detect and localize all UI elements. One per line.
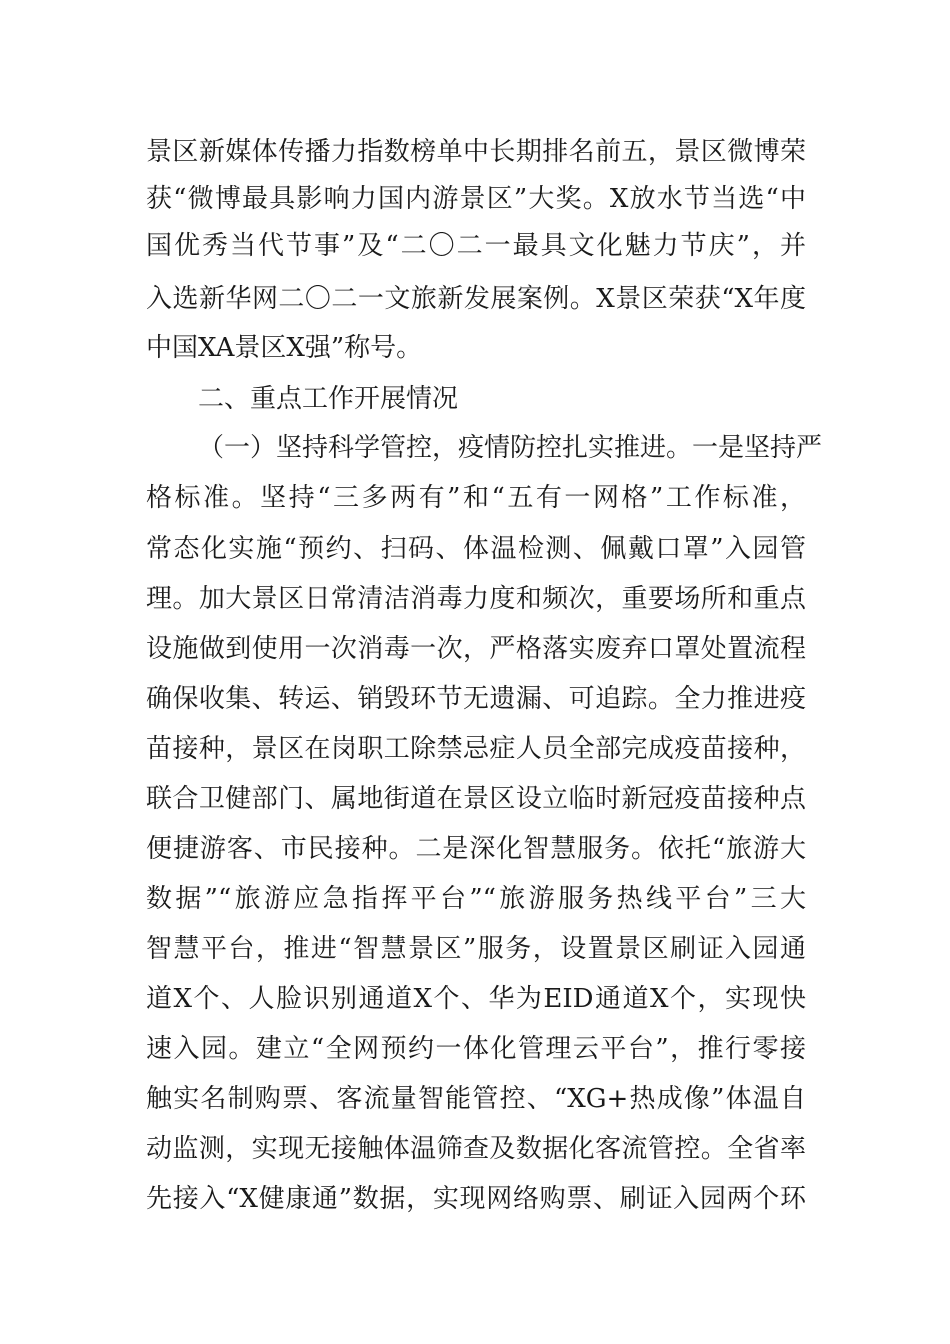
intro-line-4: 入选新华网二〇二一文旅新发展案例。X景区荣获“X年度 (146, 284, 806, 314)
intro-line-1: 景区新媒体传播力指数榜单中长期排名前五，景区微博荣 (146, 137, 806, 167)
body-line-2: 格标准。坚持“三多两有”和“五有一网格”工作标准， (146, 483, 806, 513)
intro-line-5: 中国XA景区X强”称号。 (146, 333, 423, 363)
body-line-12: 道X个、人脸识别通道X个、华为EID通道X个，实现快 (146, 984, 806, 1014)
body-line-5: 设施做到使用一次消毒一次，严格落实废弃口罩处置流程 (146, 634, 806, 664)
intro-line-3: 国优秀当代节事”及“二〇二一最具文化魅力节庆”，并 (146, 231, 806, 261)
intro-line-2: 获“微博最具影响力国内游景区”大奖。X放水节当选“中 (146, 184, 806, 214)
body-line-9: 便捷游客、市民接种。二是深化智慧服务。依托“旅游大 (146, 834, 806, 864)
body-line-1: （一）坚持科学管控，疫情防控扎实推进。一是坚持严 (198, 433, 823, 463)
body-line-7: 苗接种，景区在岗职工除禁忌症人员全部完成疫苗接种， (146, 734, 806, 764)
body-line-6: 确保收集、转运、销毁环节无遗漏、可追踪。全力推进疫 (146, 684, 806, 714)
section-heading: 二、重点工作开展情况 (198, 384, 459, 414)
body-line-14: 触实名制购票、客流量智能管控、“XG+热成像”体温自 (146, 1084, 806, 1114)
body-line-13: 速入园。建立“全网预约一体化管理云平台”，推行零接 (146, 1034, 806, 1064)
body-line-3: 常态化实施“预约、扫码、体温检测、佩戴口罩”入园管 (146, 534, 806, 564)
body-line-16: 先接入“X健康通”数据，实现网络购票、刷证入园两个环 (146, 1184, 806, 1214)
body-line-10: 数据”“旅游应急指挥平台”“旅游服务热线平台”三大 (146, 884, 806, 914)
body-line-15: 动监测，实现无接触体温筛查及数据化客流管控。全省率 (146, 1134, 806, 1164)
body-line-8: 联合卫健部门、属地街道在景区设立临时新冠疫苗接种点 (146, 784, 806, 814)
body-line-4: 理。加大景区日常清洁消毒力度和频次，重要场所和重点 (146, 584, 806, 614)
body-line-11: 智慧平台，推进“智慧景区”服务，设置景区刷证入园通 (146, 934, 806, 964)
